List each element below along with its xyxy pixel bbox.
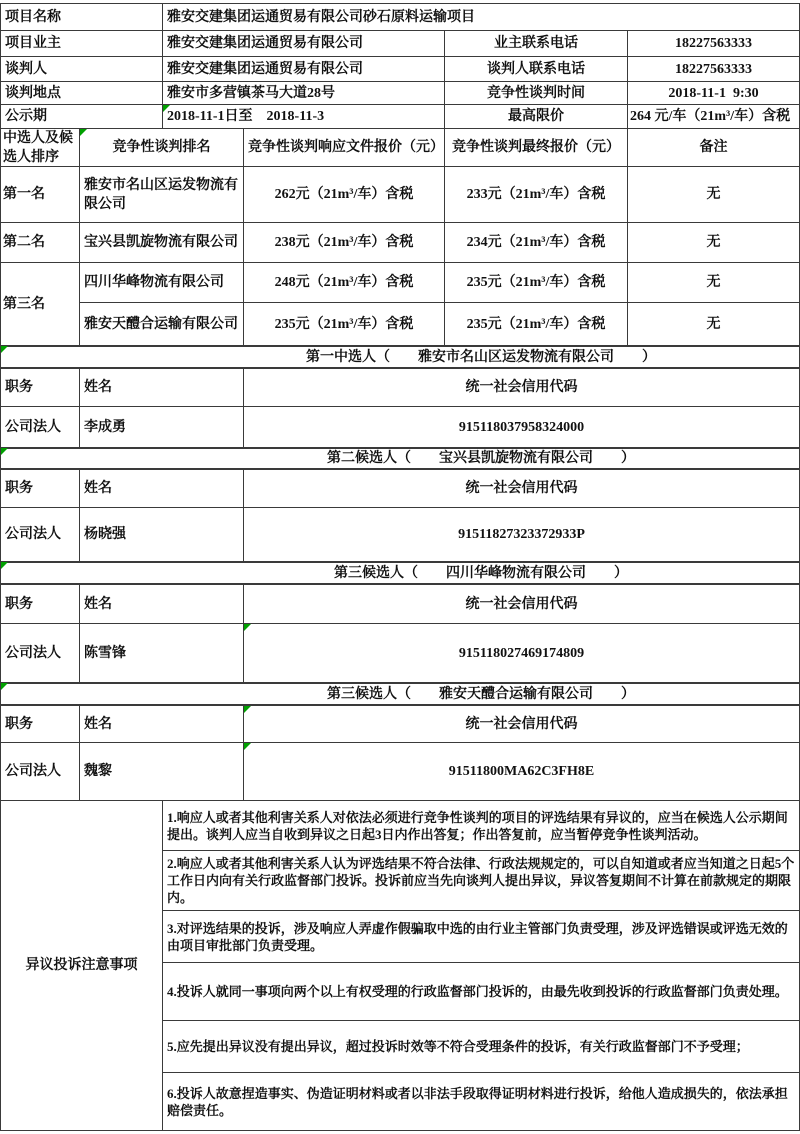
credit-code-value: 915118037958324000 [244,407,800,448]
note-text: 5.应先提出异议没有提出异议，超过投诉时效等不符合受理条件的投诉，有关行政监督部门不予受理； [163,1021,800,1073]
owner-phone-value: 18227563333 [628,31,800,57]
note-text: 4.投诉人就同一事项向两个以上有权受理的行政监督部门投诉的，由最先收到投诉的行政监督部门负责处理。 [163,963,800,1021]
credit-code-label: 统一社会信用代码 [244,706,800,743]
excel-error-marker-icon [244,706,251,713]
company-cell: 四川华峰物流有限公司 [80,263,244,303]
name-label: 姓名 [80,585,244,624]
winner-banner-first [1,346,800,369]
owner-value: 雅安交建集团运通贸易有限公司 [163,31,445,57]
name-label: 姓名 [80,369,244,407]
negotiation-time-label: 竞争性谈判时间 [445,82,628,105]
max-price-value: 264 元/车（21m³/车）含税 [628,105,800,129]
name-value: 陈雪锋 [80,624,244,683]
winner-banner-text: 第二候选人（ 宝兴县凯旋物流有限公司 ） [1,448,800,470]
role-label: 职务 [1,369,80,407]
note-row [163,963,800,1021]
role-value: 公司法人 [1,407,80,448]
note-cell: 无 [628,303,800,346]
note-row [163,911,800,963]
company-cell: 雅安天醴合运输有限公司 [80,303,244,346]
excel-error-marker-icon [1,346,8,353]
winner-header-row [1,585,800,624]
note-cell: 无 [628,223,800,263]
ranking-row-second [1,223,800,263]
notes-section [1,801,800,1131]
note-text: 6.投诉人故意捏造事实、伪造证明材料或者以非法手段取得证明材料进行投诉，给他人造成损失的，依法承担赔偿责任。 [163,1073,800,1131]
table-row [1,57,800,82]
project-name-label: 项目名称 [1,4,163,31]
result-table [0,3,800,1131]
winner-header-row [1,470,800,508]
credit-code-label: 统一社会信用代码 [244,369,800,407]
winner-banner-text: 第三候选人（ 雅安天醴合运输有限公司 ） [1,683,800,706]
note-text: 3.对评选结果的投诉，涉及响应人弄虚作假骗取中选的由行业主管部门负责受理，涉及评选错误或评选无效的由项目审批部门负责受理。 [163,911,800,963]
credit-code-value: 915118027469174809 [244,624,800,683]
negotiator-label: 谈判人 [1,57,163,82]
credit-code-value: 91511800MA62C3FH8E [244,743,800,801]
note-row [163,801,800,851]
company-cell: 雅安市名山区运发物流有限公司 [80,167,244,223]
excel-error-marker-icon [163,105,170,112]
ranking-subrow [80,263,800,303]
note-cell: 无 [628,167,800,223]
name-value: 魏黎 [80,743,244,801]
note-text: 2.响应人或者其他利害关系人认为评选结果不符合法律、行政法规规定的，可以自知道或者应当知道之日起5个工作日内向有关行政监督部门投诉。投诉前应当先向谈判人提出异议，异议答复期间不计算在前款规定的期限内。 [163,851,800,911]
role-value: 公司法人 [1,508,80,562]
winner-banner-third-a [1,562,800,585]
ranking-subrow [80,303,800,346]
max-price-label: 最高限价 [445,105,628,129]
role-label: 职务 [1,470,80,508]
publicity-period-value: 2018-11-1日至 2018-11-3 [163,105,445,129]
winner-banner-text: 第一中选人（ 雅安市名山区运发物流有限公司 ） [1,346,800,369]
excel-error-marker-icon [244,743,251,750]
owner-phone-label: 业主联系电话 [445,31,628,57]
doc-price-cell: 248元（21m³/车）含税 [244,263,445,303]
winner-header-row [1,706,800,743]
name-value: 李成勇 [80,407,244,448]
negotiator-phone-label: 谈判人联系电话 [445,57,628,82]
note-row [163,851,800,911]
table-row [1,105,800,129]
winner-banner-text: 第三候选人（ 四川华峰物流有限公司 ） [1,562,800,585]
winner-detail-row [1,508,800,562]
table-row [1,31,800,57]
role-value: 公司法人 [1,624,80,683]
company-cell: 宝兴县凯旋物流有限公司 [80,223,244,263]
rank-cell: 第三名 [1,263,80,346]
negotiator-phone-value: 18227563333 [628,57,800,82]
negotiator-value: 雅安交建集团运通贸易有限公司 [163,57,445,82]
ranking-header-doc-price: 竞争性谈判响应文件报价（元） [244,129,445,167]
name-value: 杨晓强 [80,508,244,562]
winner-banner-third-b [1,683,800,706]
project-name-value: 雅安交建集团运通贸易有限公司砂石原料运输项目 [163,4,800,31]
credit-code-value: 91511827323372933P [244,508,800,562]
table-row [1,4,800,31]
publicity-period-label: 公示期 [1,105,163,129]
ranking-row-third [1,263,800,346]
excel-error-marker-icon [244,624,251,631]
winner-header-row [1,369,800,407]
final-price-cell: 234元（21m³/车）含税 [445,223,628,263]
role-value: 公司法人 [1,743,80,801]
ranking-row-first [1,167,800,223]
credit-code-label: 统一社会信用代码 [244,585,800,624]
ranking-header-company: 竞争性谈判排名 [80,129,244,167]
final-price-cell: 235元（21m³/车）含税 [445,263,628,303]
note-text: 1.响应人或者其他利害关系人对依法必须进行竞争性谈判的项目的评选结果有异议的，应当在候选人公示期间提出。谈判人应当自收到异议之日起3日内作出答复；作出答复前，应当暂停竞争性谈判活动。 [163,801,800,851]
winner-detail-row [1,743,800,801]
final-price-cell: 233元（21m³/车）含税 [445,167,628,223]
location-value: 雅安市多营镇茶马大道28号 [163,82,445,105]
excel-error-marker-icon [1,562,8,569]
ranking-header-rank: 中选人及候选人排序 [1,129,80,167]
note-row [163,1021,800,1073]
name-label: 姓名 [80,706,244,743]
ranking-header-note: 备注 [628,129,800,167]
role-label: 职务 [1,706,80,743]
role-label: 职务 [1,585,80,624]
winner-banner-second [1,448,800,470]
final-price-cell: 235元（21m³/车）含税 [445,303,628,346]
ranking-header-final-price: 竞争性谈判最终报价（元） [445,129,628,167]
doc-price-cell: 262元（21m³/车）含税 [244,167,445,223]
name-label: 姓名 [80,470,244,508]
doc-price-cell: 238元（21m³/车）含税 [244,223,445,263]
location-label: 谈判地点 [1,82,163,105]
winner-detail-row [1,624,800,683]
note-row [163,1073,800,1131]
rank-cell: 第一名 [1,167,80,223]
table-row [1,82,800,105]
notes-section-label: 异议投诉注意事项 [1,801,163,1131]
owner-label: 项目业主 [1,31,163,57]
excel-error-marker-icon [80,129,87,136]
doc-price-cell: 235元（21m³/车）含税 [244,303,445,346]
ranking-header-row [1,129,800,167]
note-cell: 无 [628,263,800,303]
rank-cell: 第二名 [1,223,80,263]
winner-detail-row [1,407,800,448]
excel-error-marker-icon [1,448,8,455]
credit-code-label: 统一社会信用代码 [244,470,800,508]
negotiation-time-value: 2018-11-1 9:30 [628,82,800,105]
excel-error-marker-icon [1,683,8,690]
